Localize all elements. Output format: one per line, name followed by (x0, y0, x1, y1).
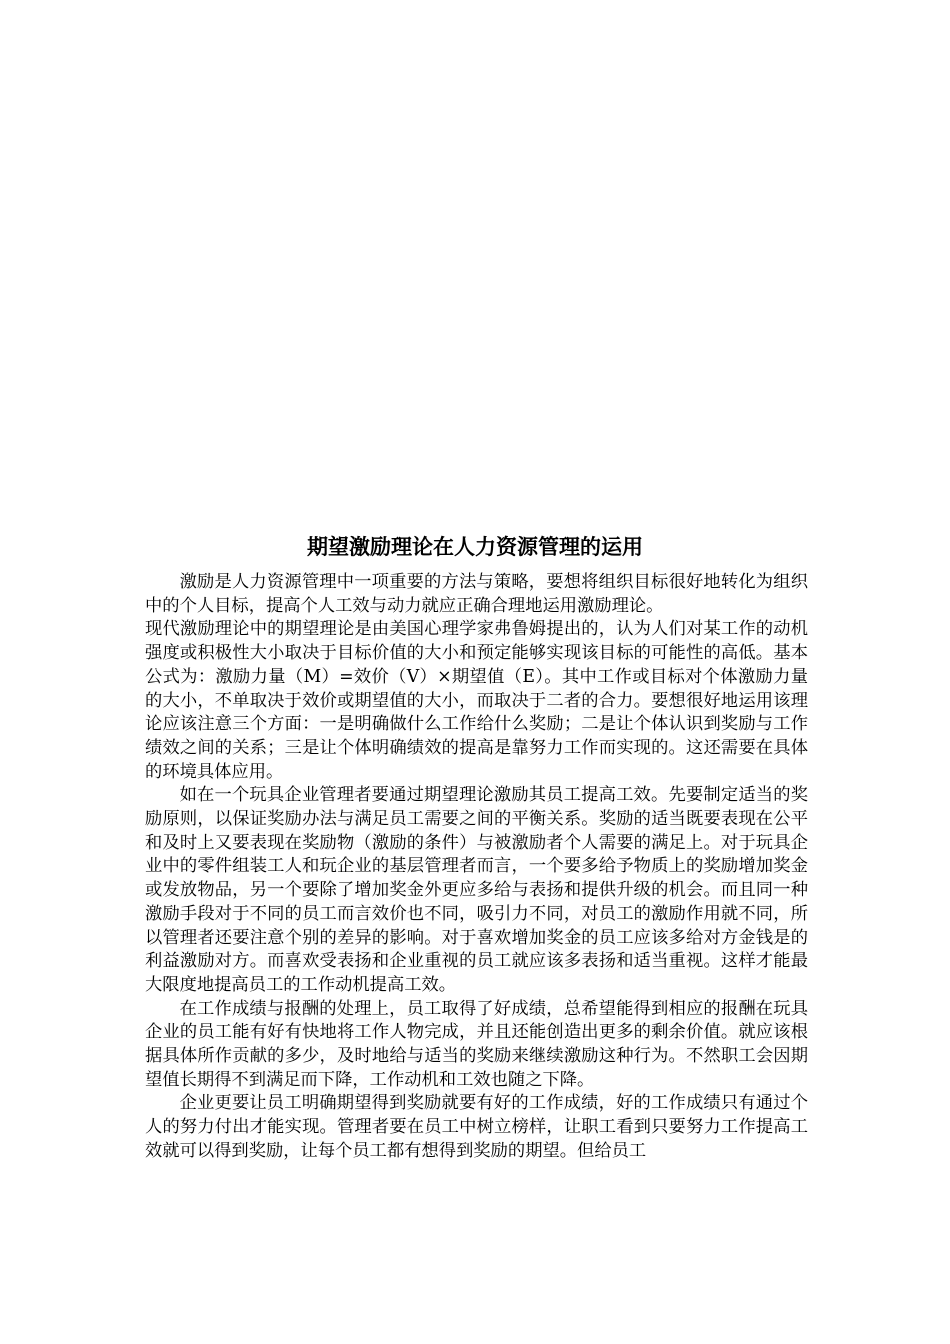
paragraph: 现代激励理论中的期望理论是由美国心理学家弗鲁姆提出的，认为人们对某工作的动机强度或积极性大小取决于目标价值的大小和预定能够实现该目标的可能性的高低。基本公式为：激励力量（M）=效价（V）×期望值（E）。其中工作或目标对个体激励力量的大小，不单取决于效价或期望值的大小，而取决于二者的合力。要想很好地运用该理论应该注意三个方面：一是明确做什么工作给什么奖励；二是让个体认识到奖励与工作绩效之间的关系；三是让个体明确绩效的提高是靠努力工作而实现的。这还需要在具体的环境具体应用。 (145, 619, 808, 782)
document-body (145, 571, 808, 1164)
document-title: 期望激励理论在人力资源管理的运用 (307, 535, 643, 559)
paragraph: 激励是人力资源管理中一项重要的方法与策略，要想将组织目标很好地转化为组织中的个人目标，提高个人工效与动力就应正确合理地运用激励理论。 (145, 572, 808, 616)
paragraph: 企业更要让员工明确期望得到奖励就要有好的工作成绩，好的工作成绩只有通过个人的努力付出才能实现。管理者要在员工中树立榜样，让职工看到只要努力工作提高工效就可以得到奖励，让每个员工都有想得到奖励的期望。但给员工 (145, 1093, 808, 1161)
paragraph: 如在一个玩具企业管理者要通过期望理论激励其员工提高工效。先要制定适当的奖励原则，以保证奖励办法与满足员工需要之间的平衡关系。奖励的适当既要表现在公平和及时上又要表现在奖励物（激励的条件）与被激励者个人需要的满足上。对于玩具企业中的零件组装工人和玩企业的基层管理者而言，一个要多给予物质上的奖励增加奖金或发放物品，另一个要除了增加奖金外更应多给与表扬和提供升级的机会。而且同一种激励手段对于不同的员工而言效价也不同，吸引力不同，对员工的激励作用就不同，所以管理者还要注意个别的差异的影响。对于喜欢增加奖金的员工应该多给对方金钱是的利益激励对方。而喜欢受表扬和企业重视的员工就应该多表扬和适当重视。这样才能最大限度地提高员工的工作动机提高工效。 (145, 785, 808, 995)
paragraph: 在工作成绩与报酬的处理上，员工取得了好成绩，总希望能得到相应的报酬在玩具企业的员工能有好有快地将工作人物完成，并且还能创造出更多的剩余价值。就应该根据具体所作贡献的多少，及时地给与适当的奖励来继续激励这种行为。不然职工会因期望值长期得不到满足而下降，工作动机和工效也随之下降。 (145, 998, 808, 1090)
